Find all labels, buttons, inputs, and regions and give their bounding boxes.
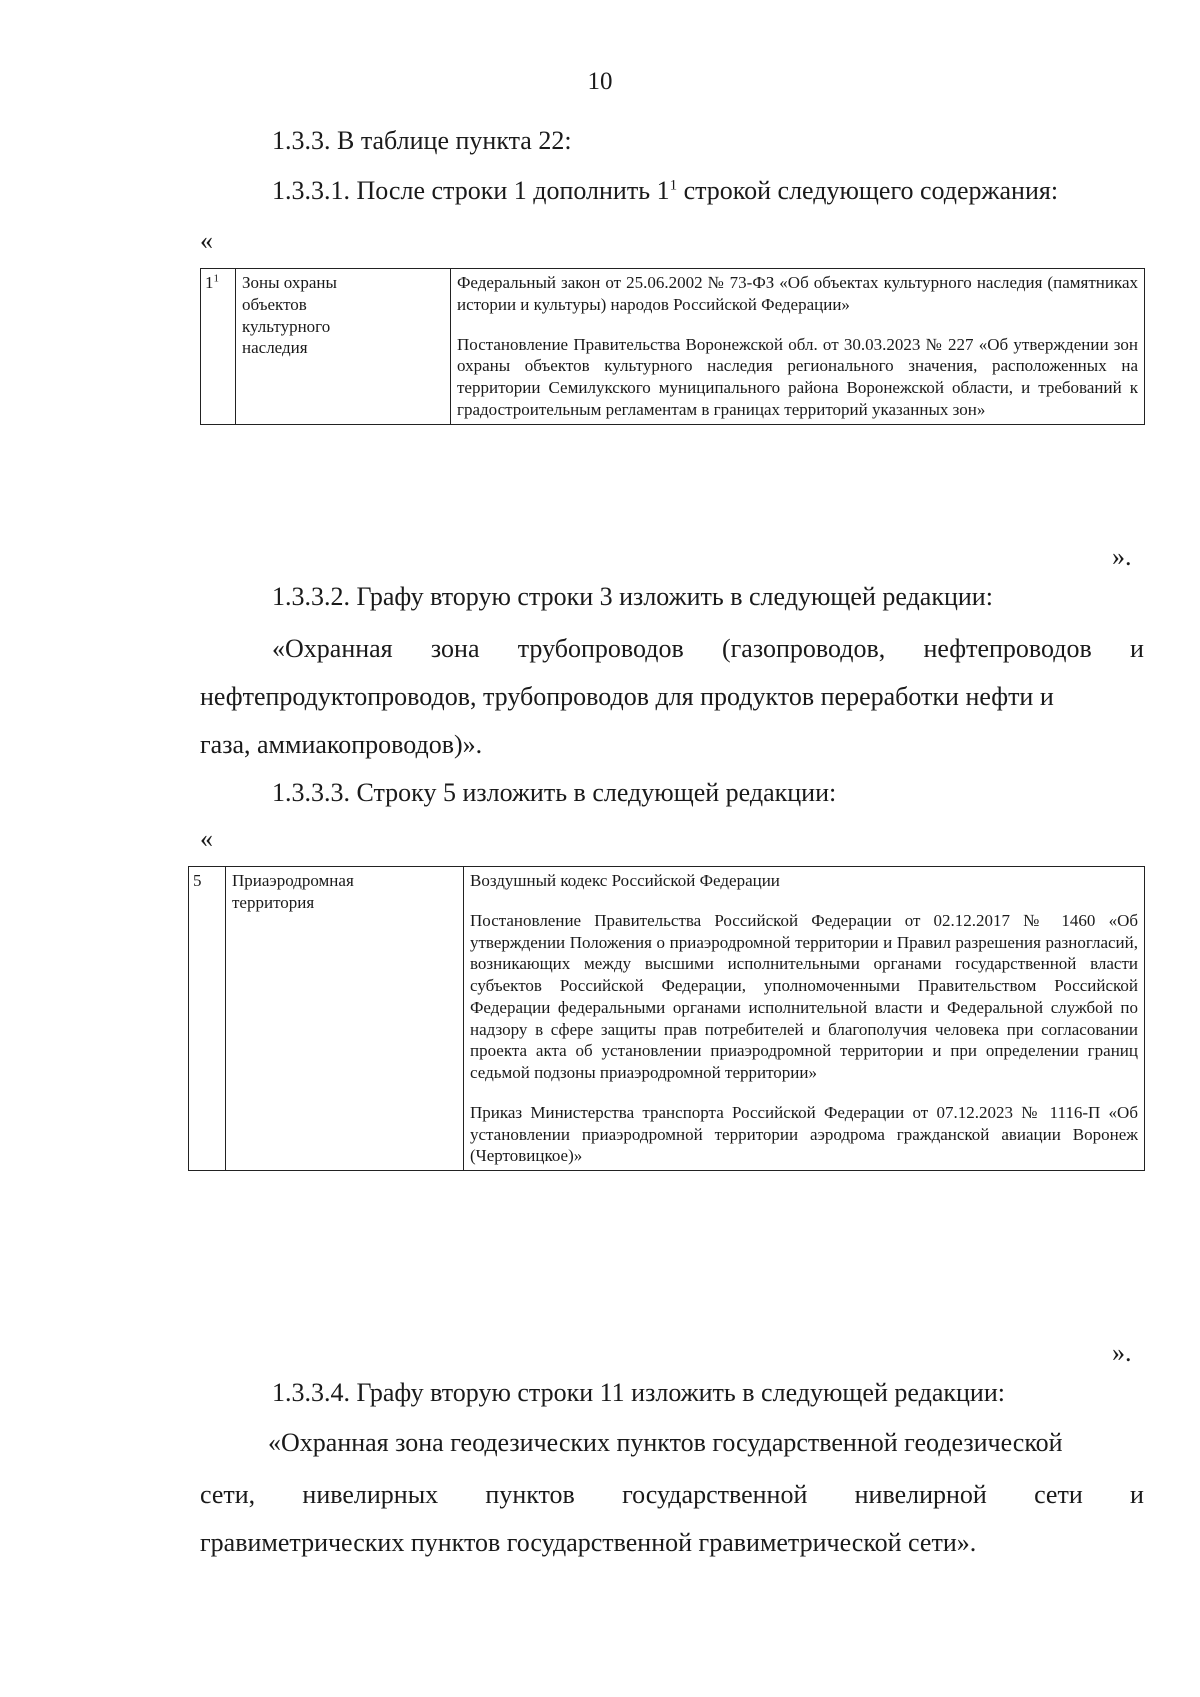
word: сети, <box>200 1480 256 1509</box>
word: нивелирной <box>854 1480 987 1509</box>
zone-name: Приаэродромная территория <box>232 871 354 912</box>
word: зона <box>430 634 480 663</box>
paragraph-1-3-3-3-heading: 1.3.3.3. Строку 5 изложить в следующей редакции: <box>272 778 837 807</box>
paragraph-1-3-3-1-text-a: 1.3.3.1. После строки 1 дополнить 1 <box>272 176 670 205</box>
row-number-cell <box>189 867 226 1171</box>
paragraph-1-3-3-2-line-1 <box>272 634 1144 664</box>
paragraph-1-3-3-4-line-1: «Охранная зона геодезических пунктов государственной геодезической <box>268 1428 1063 1457</box>
page-number: 10 <box>587 68 613 95</box>
row-number-superscript: 1 <box>213 272 219 285</box>
table1-close-quote: ». <box>1112 542 1132 571</box>
word: нефтепроводов <box>923 634 1092 663</box>
section-heading-1-3-3: 1.3.3. В таблице пункта 22: <box>272 126 572 155</box>
word: пунктов <box>485 1480 575 1509</box>
table-row <box>201 269 1145 425</box>
documents-cell <box>464 867 1145 1171</box>
row-number: 1 <box>205 273 214 292</box>
document-entry: Постановление Правительства Воронежской обл. от 30.03.2023 № 227 «Об утверждении зон охраны объектов культурного наследия регионального значения, расположенных на территории Семилукского муниципального района Воронежской области, и требований к градостроительным регламентам в границах территорий указанных зон» <box>457 334 1138 419</box>
row-number-cell <box>201 269 236 425</box>
table1-open-quote: « <box>200 226 213 255</box>
document-entry: Федеральный закон от 25.06.2002 № 73-ФЗ «Об объектах культурного наследия (памятниках истории и культуры) народов Российской Федерации» <box>457 273 1138 314</box>
table-row-5 <box>188 866 1145 1171</box>
table-row <box>189 867 1145 1171</box>
word: трубопроводов <box>517 634 684 663</box>
table-row-1-1 <box>200 268 1145 425</box>
table2-open-quote: « <box>200 824 213 853</box>
paragraph-1-3-3-2-heading: 1.3.3.2. Графу вторую строки 3 изложить в следующей редакции: <box>272 582 993 611</box>
table2-close-quote: ». <box>1112 1338 1132 1367</box>
superscript: 1 <box>669 177 678 194</box>
zone-name-cell <box>226 867 464 1171</box>
paragraph-1-3-3-4-line-3: гравиметрических пунктов государственной гравиметрической сети». <box>200 1528 977 1557</box>
document-entry: Приказ Министерства транспорта Российской Федерации от 07.12.2023 № 1116-П «Об установлении приаэродромной территории аэродрома гражданской авиации Воронеж (Чертовицкое)» <box>470 1102 1138 1166</box>
paragraph-1-3-3-2-line-2: нефтепродуктопроводов, трубопроводов для продуктов переработки нефти и <box>200 682 1054 711</box>
word: государственной <box>622 1480 808 1509</box>
document-entry: Постановление Правительства Российской Федерации от 02.12.2017 № 1460 «Об утверждении Положения о приаэродромной территории и Правил разрешения разногласий, возникающих между высшими исполнительными органами государственной власти субъектов Российской Федерации, уполномоченными Правительством Российской Федерации федеральными органами исполнительной власти и Федеральной службой по надзору в сфере защиты прав потребителей и благополучия человека при согласовании проекта акта об установлении приаэродромной территории и при определении границ седьмой подзоны приаэродромной территории» <box>470 910 1138 1082</box>
paragraph-1-3-3-1 <box>272 178 1058 204</box>
word: и <box>1130 1480 1144 1509</box>
paragraph-1-3-3-4-line-2 <box>200 1480 1144 1510</box>
row-number: 5 <box>193 871 202 890</box>
zone-name: Зоны охраны объектов культурного наследия <box>242 273 337 358</box>
zone-name-cell <box>236 269 451 425</box>
paragraph-1-3-3-2-line-3: газа, аммиакопроводов)». <box>200 730 483 759</box>
word: «Охранная <box>272 634 393 663</box>
word: нивелирных <box>302 1480 439 1509</box>
paragraph-1-3-3-1-text-b: строкой следующего содержания: <box>677 176 1059 205</box>
documents-cell <box>451 269 1145 425</box>
word: (газопроводов, <box>721 634 886 663</box>
document-entry: Воздушный кодекс Российской Федерации <box>470 871 780 890</box>
word: и <box>1130 634 1144 663</box>
word: сети <box>1034 1480 1083 1509</box>
paragraph-1-3-3-4-heading: 1.3.3.4. Графу вторую строки 11 изложить в следующей редакции: <box>272 1378 1005 1407</box>
